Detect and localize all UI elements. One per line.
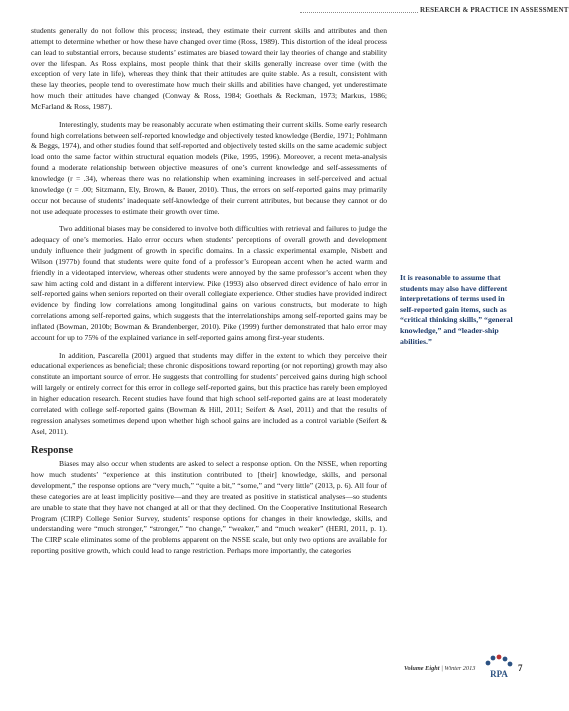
paragraph-1: students generally do not follow this process; instead, they estimate their current skills and attributes and then attempt to determine whether or how these have changed over time (Ross, 1989). This distortion of the ideal process can lead to substantial errors, because students’ estimates are biased toward their lay theories of change and stability over the lifespan. As Ross explains, most people think that their skills generally increase over time (with the exception of very late in life), whereas they think that their attitudes are quite stable. As a result, consistent with these lay theories, people tend to overestimate how much their skills and abilities have changed, yet underestimate how much their attitudes have changed (Conway & Ross, 1984; Goethals & Reckman, 1973; Markus, 1986; McFarland & Ross, 1987). — [31, 26, 387, 111]
section-heading-response: Response — [31, 445, 74, 457]
paragraph-5: Biases may also occur when students are asked to select a response option. On the NSSE, when reporting how much students’ “experience at this institution contributed to [their] knowledge, skills, and personal development,” the response options are “very much,” “quite a bit,” “some,” and “very little” (2013, p. 6). All four of these categories are at least implicitly positive—and they are treated as positive in statistical analyses—so students are unable to state that they have not changed at all or that they declined. On the Cooperative Institutional Research Program (CIRP) College Senior Survey, students’ response options for changes in their knowledge, skills, and understanding were “much stronger,” “stronger,” “no change,” “weaker,” and “much weaker” (HERI, 2011, p. 1). The CIRP scale eliminates some of the problems apparent on the NSSE scale, but only two options are available for reporting positive growth, which could lead to range restriction. Perhaps more importantly, the categories — [31, 459, 387, 556]
footer-date: Winter 2013 — [444, 665, 476, 672]
footer-issue — [404, 665, 475, 672]
page-number: 7 — [518, 663, 523, 673]
pull-quote: It is reasonable to assume that students may also have different interpretations of terms used in self-reported gain items, such as “critical thinking skills,” “general knowledge,” and “leader-ship abilities.” — [400, 273, 513, 346]
paragraph-4: In addition, Pascarella (2001) argued that students may differ in the extent to which they perceive their educational experiences as beneficial; these chronic dispositions toward reporting (or not reporting) growth may also constitute an important source of error. He suggests that controlling for students’ perceived gains during high school will largely or entirely correct for this error in college self-reported gains, but this practice has rarely been employed in higher education research. Recent studies have found that high school self-reported gains are at least moderately correlated with college self-reported gains (Bowman & Hill, 2011; Seifert & Asel, 2011) and that the results of regression analyses sometimes depend upon whether high school gains are included as a control variable (Seifert & Asel, 2011). — [31, 350, 387, 436]
paragraph-2: Interestingly, students may be reasonably accurate when estimating their current skills. Some early research found high correlations between self-reported knowledge and objectively tested knowledge (Berdie, 1971; Pohlmann & Beggs, 1974), and other studies found that self-reported and objectively tested skills on the same academic subject load onto the same factor within structural equation models (Pike, 1995, 1996). Moreover, a recent meta-analysis found a moderate relationship between objective measures of one’s current knowledge and self-assessments of knowledge (r = .34), whereas there was no relationship when examining increases in self-perceived and actual knowledge (r = .00; Sitzmann, Ely, Brown, & Bauer, 2010). Thus, the errors on self-reported gains may primarily occur not because of students’ inadequate self-knowledge of their current attributes, but because they cannot or do not use adequate processes to estimate their growth over time. — [31, 119, 387, 216]
footer-separator: | — [441, 665, 443, 672]
header-rule — [300, 12, 418, 13]
main-column — [31, 26, 387, 557]
running-head: RESEARCH & PRACTICE IN ASSESSMENT — [420, 6, 569, 14]
paragraph-3: Two additional biases may be considered to involve both difficulties with retrieval and failures to judge the adequacy of one’s memories. Halo error occurs when students’ perceptions of overall growth and development unduly influence their judgment of growth in specific domains. In a classic experimental example, Nisbett and Wilson (1977b) found that students were quite fond of a professor’s European accent when he acted warm and friendly in a videotaped interview, whereas other students were annoyed by the same professor’s accent when they saw him acting cold and distant in a different interview. Pike (1993) also observed direct evidence of halo error in self-reported gains when seniors reported on their overall collegiate experience. Other studies have provided indirect evidence by finding low correlations among longitudinal gains on various constructs, but moderate to high correlations among self-reported gains, which suggests that the interrelationships among self-reported gains may be inflated (Bowman, 2010b; Bowman & Brandenberger, 2010). Pike (1999) further demonstrated that halo error may account for up to 75% of the explained variance in self-reported gains among first-year students. — [31, 224, 387, 342]
rpa-logo-icon — [483, 654, 515, 684]
footer-volume: Volume Eight — [404, 665, 440, 672]
logo-text: RPA — [490, 669, 508, 679]
